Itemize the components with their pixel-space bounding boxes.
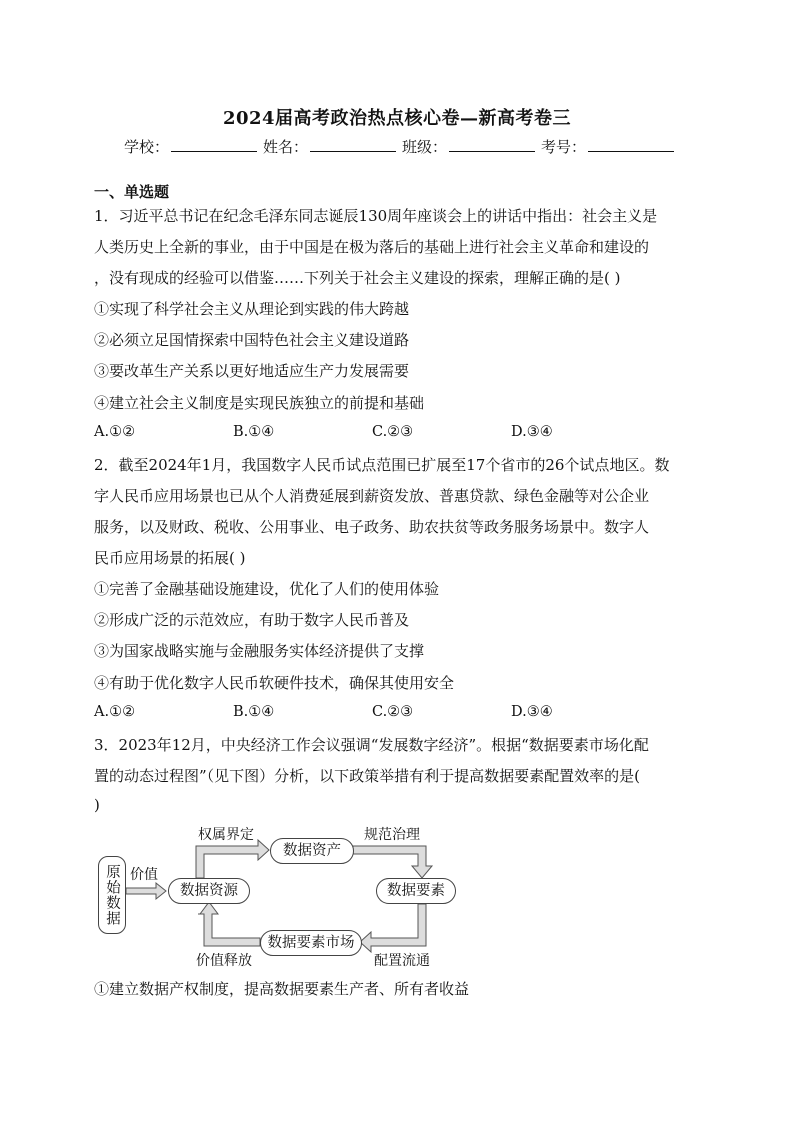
q1-option-d[interactable]: D.③④ bbox=[511, 424, 553, 440]
q2-option-c[interactable]: C.②③ bbox=[372, 704, 414, 720]
school-label: 学校： bbox=[124, 138, 170, 156]
ownership-label: 权属界定 bbox=[198, 827, 254, 843]
allocation-label: 配置流通 bbox=[374, 953, 430, 969]
raw-data-label: 原始数据 bbox=[104, 864, 120, 926]
q2-options bbox=[94, 704, 654, 720]
value-arrow-icon bbox=[126, 883, 166, 899]
q1-option-a[interactable]: A.①② bbox=[94, 424, 136, 440]
q2-stem-line: 2．截至2024年1月，我国数字人民币试点范围已扩展至17个省市的26个试点地区。数 bbox=[94, 456, 670, 474]
q2-item: ①完善了金融基础设施建设，优化了人们的使用体验 bbox=[94, 580, 440, 598]
q3-item: ①建立数据产权制度，提高数据要素生产者、所有者收益 bbox=[94, 980, 470, 998]
q1-stem-line: ，没有现成的经验可以借鉴……下列关于社会主义建设的探索，理解正确的是( ) bbox=[94, 269, 621, 287]
value-release-arrow-icon bbox=[198, 902, 260, 946]
class-blank[interactable] bbox=[449, 137, 535, 152]
ownership-arrow-icon bbox=[196, 840, 269, 878]
q3-stem-line: ) bbox=[94, 796, 100, 814]
section-title: 一、单选题 bbox=[94, 183, 170, 201]
q2-option-a[interactable]: A.①② bbox=[94, 704, 136, 720]
data-element-flow-diagram bbox=[94, 822, 454, 972]
q2-item: ②形成广泛的示范效应，有助于数字人民币普及 bbox=[94, 611, 410, 629]
q2-option-d[interactable]: D.③④ bbox=[511, 704, 553, 720]
name-label: 姓名： bbox=[263, 138, 309, 156]
q2-stem-line: 民币应用场景的拓展( ) bbox=[94, 549, 246, 567]
data-resource-box: 数据资源 bbox=[168, 878, 250, 904]
q1-option-c[interactable]: C.②③ bbox=[372, 424, 414, 440]
data-asset-box: 数据资产 bbox=[270, 838, 354, 864]
q1-stem-line: 1．习近平总书记在纪念毛泽东同志诞辰130周年座谈会上的讲话中指出：社会主义是 bbox=[94, 207, 658, 225]
value-label: 价值 bbox=[130, 867, 158, 883]
q1-stem-line: 人类历史上全新的事业，由于中国是在极为落后的基础上进行社会主义革命和建设的 bbox=[94, 238, 650, 256]
q1-item: ③要改革生产关系以更好地适应生产力发展需要 bbox=[94, 362, 410, 380]
q1-item: ②必须立足国情探索中国特色社会主义建设道路 bbox=[94, 331, 410, 349]
q1-options bbox=[94, 424, 654, 440]
class-label: 班级： bbox=[402, 138, 448, 156]
exam-number-label: 考号： bbox=[541, 138, 587, 156]
q3-stem-line: 置的动态过程图”（见下图）分析，以下政策举措有利于提高数据要素配置效率的是( bbox=[94, 767, 641, 785]
q2-stem-line: 服务，以及财政、税收、公用事业、电子政务、助农扶贫等政务服务场景中。数字人 bbox=[94, 518, 650, 536]
q1-item: ④建立社会主义制度是实现民族独立的前提和基础 bbox=[94, 394, 425, 412]
data-element-box: 数据要素 bbox=[376, 878, 456, 904]
value-release-label: 价值释放 bbox=[196, 953, 252, 969]
allocation-arrow-icon bbox=[360, 904, 426, 952]
q2-item: ③为国家战略实施与金融服务实体经济提供了支撑 bbox=[94, 642, 425, 660]
q3-stem-line: 3．2023年12月，中央经济工作会议强调“发展数字经济”。根据“数据要素市场化配 bbox=[94, 736, 649, 754]
data-market-box: 数据要素市场 bbox=[260, 930, 362, 956]
governance-label: 规范治理 bbox=[364, 827, 420, 843]
q1-option-b[interactable]: B.①④ bbox=[233, 424, 275, 440]
q2-stem-line: 字人民币应用场景也已从个人消费延展到薪资发放、普惠贷款、绿色金融等对公企业 bbox=[94, 487, 650, 505]
q2-item: ④有助于优化数字人民币软硬件技术，确保其使用安全 bbox=[94, 674, 455, 692]
governance-arrow-icon bbox=[353, 846, 432, 878]
student-info-line bbox=[124, 136, 680, 157]
school-blank[interactable] bbox=[171, 137, 257, 152]
raw-data-box bbox=[98, 856, 126, 934]
exam-title: 2024届高考政治热点核心卷—新高考卷三 bbox=[222, 108, 572, 129]
name-blank[interactable] bbox=[310, 137, 396, 152]
exam-number-blank[interactable] bbox=[588, 137, 674, 152]
q1-item: ①实现了科学社会主义从理论到实践的伟大跨越 bbox=[94, 300, 410, 318]
q2-option-b[interactable]: B.①④ bbox=[233, 704, 275, 720]
